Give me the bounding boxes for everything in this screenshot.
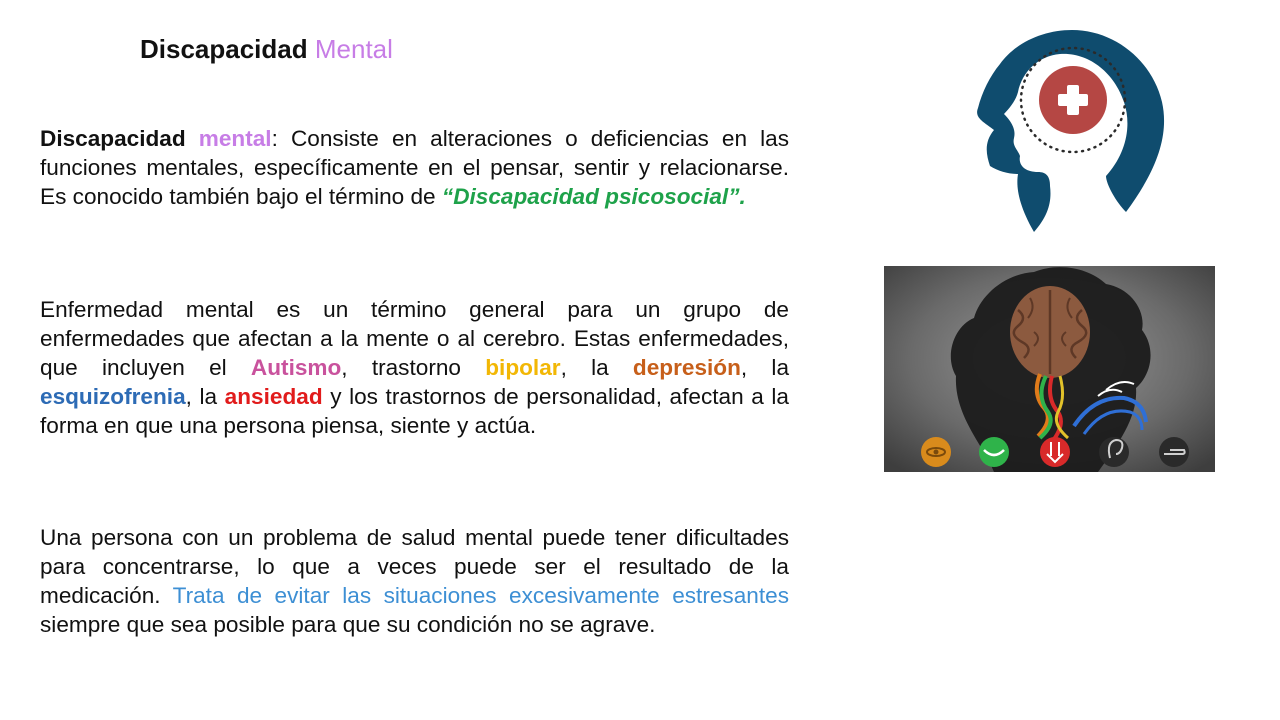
title-main: Discapacidad (140, 34, 308, 64)
page-title (140, 34, 393, 65)
term-discapacidad: Discapacidad (40, 126, 186, 151)
illness-text-2: , trastorno (341, 355, 486, 380)
esquizofrenia-term: esquizofrenia (40, 384, 186, 409)
title-accent: Mental (314, 34, 393, 64)
definition-text: : Consiste en alteraciones o deficiencias en las funciones mentales, específicamente en el pensar, sentir y relacionarse. Es conocido también bajo el término de (40, 126, 789, 209)
illness-text-5: , la (185, 384, 225, 409)
illness-text-3: , la (560, 355, 633, 380)
illness-text-6: y los trastornos de personalidad, afectan a la forma en que una persona piensa, siente y actúa. (40, 384, 789, 438)
advice-paragraph (40, 523, 789, 639)
illness-paragraph (40, 295, 789, 440)
definition-paragraph (40, 124, 789, 211)
advice-text-1: Una persona con un problema de salud mental puede tener dificultades para concentrarse, lo que a veces puede ser el resultado de la medicación. (40, 525, 789, 608)
autismo-term: Autismo (250, 355, 342, 380)
depresion-term: depresión (632, 355, 741, 380)
brain-senses-illustration (884, 266, 1215, 472)
head-with-medical-cross-icon (956, 26, 1170, 238)
illness-text-4: , la (740, 355, 790, 380)
term-mental: mental (198, 126, 272, 151)
illness-text-1: Enfermedad mental es un término general para un grupo de enfermedades que afectan a la mente o al cerebro. Estas enfermedades, que incluyen el (40, 297, 789, 380)
advice-text-2: siempre que sea posible para que su condición no se agrave. (40, 612, 656, 637)
psicosocial-quote: “Discapacidad psicosocial”. (441, 184, 746, 209)
advice-highlight: Trata de evitar las situaciones excesivamente estresantes (172, 583, 789, 608)
bipolar-term: bipolar (485, 355, 561, 380)
ansiedad-term: ansiedad (224, 384, 323, 409)
